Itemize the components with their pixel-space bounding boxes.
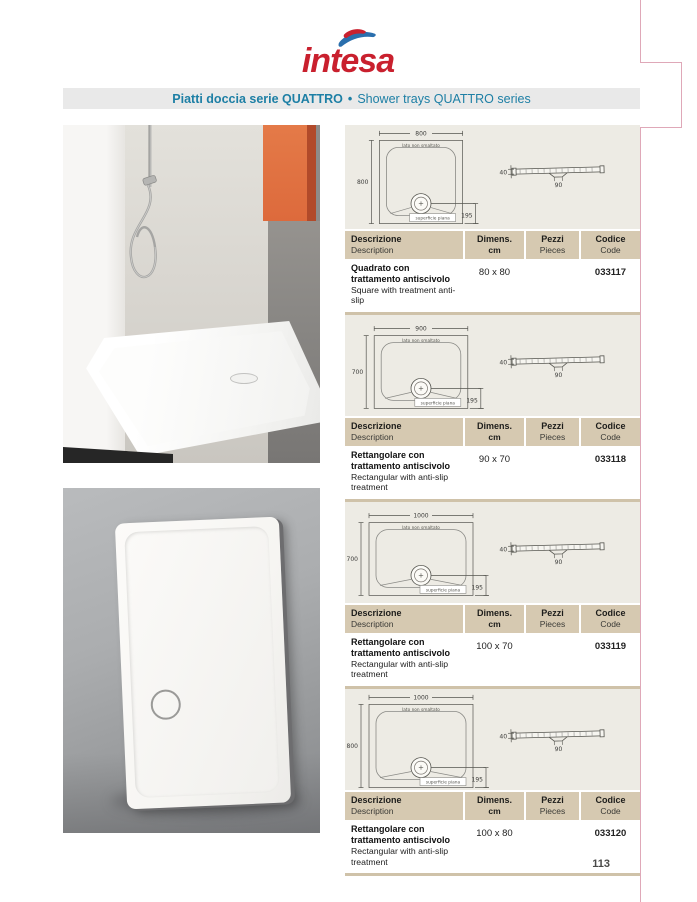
plan-height-dim: 700 (346, 556, 358, 564)
header-codice: Codice Code (581, 418, 640, 446)
standing-tray (115, 517, 291, 810)
header-dimensioni: Dimens. cm (465, 605, 524, 633)
product-section (345, 499, 640, 682)
plan-width-dim: 1000 (413, 512, 429, 520)
profile-thickness-dim: 40 (499, 169, 508, 177)
plan-surface-note: superficie piana (415, 216, 450, 222)
cell-pieces (526, 446, 579, 495)
header-dimensioni: Dimens. cm (465, 231, 524, 259)
plan-top-note: lato non smaltato (402, 339, 440, 345)
spec-table-header (345, 792, 640, 820)
plan-width-dim: 800 (415, 130, 427, 138)
plan-width-dim: 900 (415, 325, 427, 333)
shower-column (63, 125, 320, 325)
page-edge-tab (640, 62, 682, 128)
drain-offset-dim: 195 (471, 584, 483, 592)
plan-top-note: lato non smaltato (402, 526, 440, 532)
header-codice: Codice Code (581, 792, 640, 820)
header-descrizione: Descrizione Description (345, 418, 463, 446)
product-section (345, 686, 640, 869)
header-codice: Codice Code (581, 231, 640, 259)
spec-table-header (345, 418, 640, 446)
series-title-italian: Piatti doccia serie QUATTRO (172, 91, 343, 106)
header-pezzi: Pezzi Pieces (526, 605, 579, 633)
plan-top-note: lato non smaltato (402, 143, 440, 149)
plan-height-dim: 800 (346, 743, 358, 751)
profile-view (499, 540, 604, 568)
header-descrizione: Descrizione Description (345, 605, 463, 633)
drain-offset-dim: 195 (461, 212, 473, 220)
header-pezzi: Pezzi Pieces (526, 231, 579, 259)
brand-logo (268, 28, 428, 86)
spec-table-row (345, 633, 640, 682)
drain-icon (230, 373, 258, 384)
drain-offset-dim: 195 (471, 776, 483, 784)
standing-tray-surface (124, 526, 279, 798)
product-name-italian: Rettangolare con trattamento antiscivolo (351, 636, 451, 658)
cell-dimensions: 100 x 80 (476, 827, 513, 839)
profile-view (499, 727, 604, 755)
cell-dimensions: 100 x 70 (476, 640, 513, 652)
header-dimensioni: Dimens. cm (465, 418, 524, 446)
profile-drain-dim: 90 (554, 745, 563, 754)
technical-drawing-panel (345, 686, 640, 790)
title-separator: • (347, 91, 353, 106)
profile-drain-dim: 90 (554, 558, 563, 567)
plan-surface-note: superficie piana (425, 588, 461, 594)
product-sections (345, 125, 640, 876)
cell-description (345, 446, 463, 495)
technical-drawing-panel (345, 125, 640, 229)
technical-drawing-svg (345, 315, 640, 419)
profile-thickness-dim: 40 (499, 546, 508, 554)
header-pezzi: Pezzi Pieces (526, 418, 579, 446)
cell-description (345, 633, 463, 682)
cell-dimensions: 90 x 70 (478, 453, 511, 465)
cell-code: 033119 (594, 640, 627, 652)
page-edge-line (640, 128, 641, 902)
header-descrizione: Descrizione Description (345, 231, 463, 259)
spec-table-row (345, 259, 640, 308)
profile-drain-dim: 90 (554, 181, 563, 190)
page-number: 113 (592, 858, 610, 870)
profile-view (499, 353, 604, 381)
spec-table-header (345, 605, 640, 633)
spec-table (345, 231, 640, 308)
product-name-italian: Rettangolare con trattamento antiscivolo (351, 823, 451, 845)
header-codice: Codice Code (581, 605, 640, 633)
spec-table-header (345, 231, 640, 259)
product-photo-shower-scene (63, 125, 320, 463)
product-name-italian: Quadrato con trattamento antiscivolo (351, 262, 451, 284)
spec-table-row (345, 446, 640, 495)
series-title-bar (63, 88, 640, 109)
cell-code: 033117 (594, 266, 627, 278)
cell-pieces (526, 259, 579, 308)
cell-code: 033118 (594, 453, 627, 465)
profile-thickness-dim: 40 (499, 359, 508, 367)
technical-drawing-svg (345, 689, 640, 793)
product-name-english: Rectangular with anti-slip treatment (351, 658, 449, 680)
plan-height-dim: 700 (351, 369, 364, 377)
product-section (345, 312, 640, 495)
product-name-english: Rectangular with anti-slip treatment (351, 845, 449, 867)
technical-drawing-panel (345, 312, 640, 416)
product-name-english: Rectangular with anti-slip treatment (351, 471, 449, 493)
header-descrizione: Descrizione Description (345, 792, 463, 820)
page-edge-line (640, 0, 641, 62)
technical-drawing-panel (345, 499, 640, 603)
series-title-english: Shower trays QUATTRO series (357, 91, 531, 106)
header-dimensioni: Dimens. cm (465, 792, 524, 820)
cell-dimensions: 80 x 80 (478, 266, 511, 278)
product-name-italian: Rettangolare con trattamento antiscivolo (351, 449, 451, 471)
cell-description (345, 820, 463, 869)
plan-width-dim: 1000 (413, 694, 429, 702)
technical-drawing-svg (345, 502, 640, 606)
spec-table (345, 418, 640, 495)
product-section (345, 125, 640, 308)
product-photo-standing-tray (63, 488, 320, 833)
plan-height-dim: 800 (356, 179, 369, 186)
profile-drain-dim: 90 (554, 371, 563, 380)
technical-drawing-svg (345, 125, 640, 229)
profile-thickness-dim: 40 (499, 733, 508, 741)
cell-pieces (526, 633, 579, 682)
header-pezzi: Pezzi Pieces (526, 792, 579, 820)
plan-top-note: lato non smaltato (402, 707, 440, 713)
spec-table (345, 605, 640, 682)
logo-text: intesa (301, 42, 395, 80)
drain-offset-dim: 195 (466, 397, 478, 405)
product-name-english: Square with treatment anti-slip (351, 284, 456, 306)
plan-surface-note: superficie piana (425, 780, 461, 786)
cell-code: 033120 (594, 827, 627, 839)
profile-view (499, 163, 604, 191)
plan-surface-note: superficie piana (420, 401, 455, 407)
cell-description (345, 259, 463, 308)
